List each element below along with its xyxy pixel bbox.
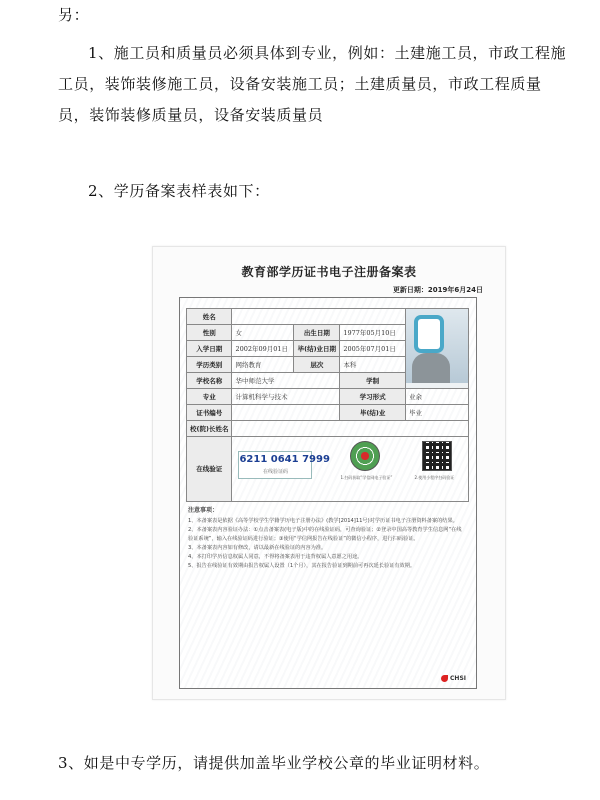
- photo-body-shape: [412, 353, 450, 383]
- value-edu-type: 网络教育: [232, 357, 294, 373]
- photo-cell: [406, 309, 469, 389]
- label-gender: 性别: [187, 325, 232, 341]
- verify-area: [232, 437, 468, 501]
- verify-code-label: 在线验证码: [262, 469, 288, 475]
- value-president: [232, 421, 469, 437]
- note-item: 3、本备案表内容如有修改，请以最新在线验证的内容为准。: [188, 545, 327, 551]
- label-president: 校(院)长姓名: [187, 421, 232, 437]
- label-study-form: 学习形式: [340, 389, 406, 405]
- paragraph-item-3: 3、如是中专学历，请提供加盖毕业学校公章的毕业证明材料。: [58, 754, 490, 772]
- mini-program-qr-icon: [350, 441, 380, 471]
- id-photo: [406, 309, 468, 383]
- note-item: 2、本备案表内容验证办法：①点击备案表(电子版)中的在线验证码，可查询验证；②登录中国高等教育学生信息网“在线验证系统”，输入在线验证码进行验证；③使用“学信网报告在线验证”的微信小程序，进行扫码验证。: [188, 527, 462, 542]
- notes-section: [188, 506, 466, 571]
- label-cert-no: 证书编号: [187, 405, 232, 421]
- paragraph-item-1: 1、施工员和质量员必须具体到专业，例如：土建施工员，市政工程施工员，装饰装修施工员，设备安装施工员；土建质量员，市政工程质量员，装饰装修质量员，设备安装质量员: [58, 44, 567, 124]
- verify-code-box[interactable]: [238, 451, 330, 479]
- label-online-verify: 在线验证: [187, 437, 232, 502]
- qr-caption-2: 2.使用小程序扫码验证: [414, 475, 455, 480]
- notes-title: 注意事项：: [188, 507, 219, 514]
- value-cert-no: [232, 405, 340, 421]
- note-item: 4、本打印学历信息权属人同意，不得将备案表用于违背权属人意愿之用途。: [188, 554, 363, 560]
- paragraph-intro: 另：: [58, 6, 90, 24]
- form-body: [179, 297, 477, 689]
- verify-code: 6211 0641 7999: [239, 454, 330, 465]
- label-major: 专业: [187, 389, 232, 405]
- label-name: 姓名: [187, 309, 232, 325]
- form-update-date: 更新日期：2019年6月24日: [392, 286, 483, 294]
- value-study-form: 业余: [406, 389, 469, 405]
- chsi-logo-text: CHSI: [450, 675, 466, 682]
- chsi-logo: [441, 675, 466, 682]
- value-school: 华中师范大学: [232, 373, 340, 389]
- label-level: 层次: [294, 357, 340, 373]
- paragraph-item-2: 2、学历备案表样表如下：: [88, 182, 270, 200]
- value-name: [232, 309, 406, 325]
- label-grad: 毕(结)业日期: [294, 341, 340, 357]
- chsi-bird-icon: [441, 675, 448, 682]
- label-birth: 出生日期: [294, 325, 340, 341]
- value-major: 计算机科学与技术: [232, 389, 340, 405]
- qr-code-icon: [422, 441, 452, 471]
- value-gender: 女: [232, 325, 294, 341]
- label-enroll: 入学日期: [187, 341, 232, 357]
- value-grad: 2005年07月01日: [340, 341, 406, 357]
- note-item: 1、本备案表是依据《高等学校学生学籍学历电子注册办法》(教学[2014]11号)对学历证书电子注册资料备案的结果。: [188, 518, 458, 524]
- value-level: 本科: [340, 357, 406, 373]
- label-edu-type: 学历类别: [187, 357, 232, 373]
- value-birth: 1977年05月10日: [340, 325, 406, 341]
- qr-caption-1: 1.扫码获取“学信网电子验证”: [340, 475, 393, 480]
- record-table: [186, 308, 469, 502]
- photo-face-shape: [418, 319, 440, 349]
- label-system: 学制: [340, 373, 406, 389]
- education-record-image: [152, 246, 506, 700]
- value-enroll: 2002年09月01日: [232, 341, 294, 357]
- value-grad-status: 毕业: [406, 405, 469, 421]
- form-title: 教育部学历证书电子注册备案表: [241, 265, 417, 279]
- note-item: 5、报告在线验证有效期由报告权属人设置（1个月），其在报告验证到期前可再次延长验证有效期。: [188, 563, 416, 569]
- label-school: 学校名称: [187, 373, 232, 389]
- label-grad-status: 毕(结)业: [340, 405, 406, 421]
